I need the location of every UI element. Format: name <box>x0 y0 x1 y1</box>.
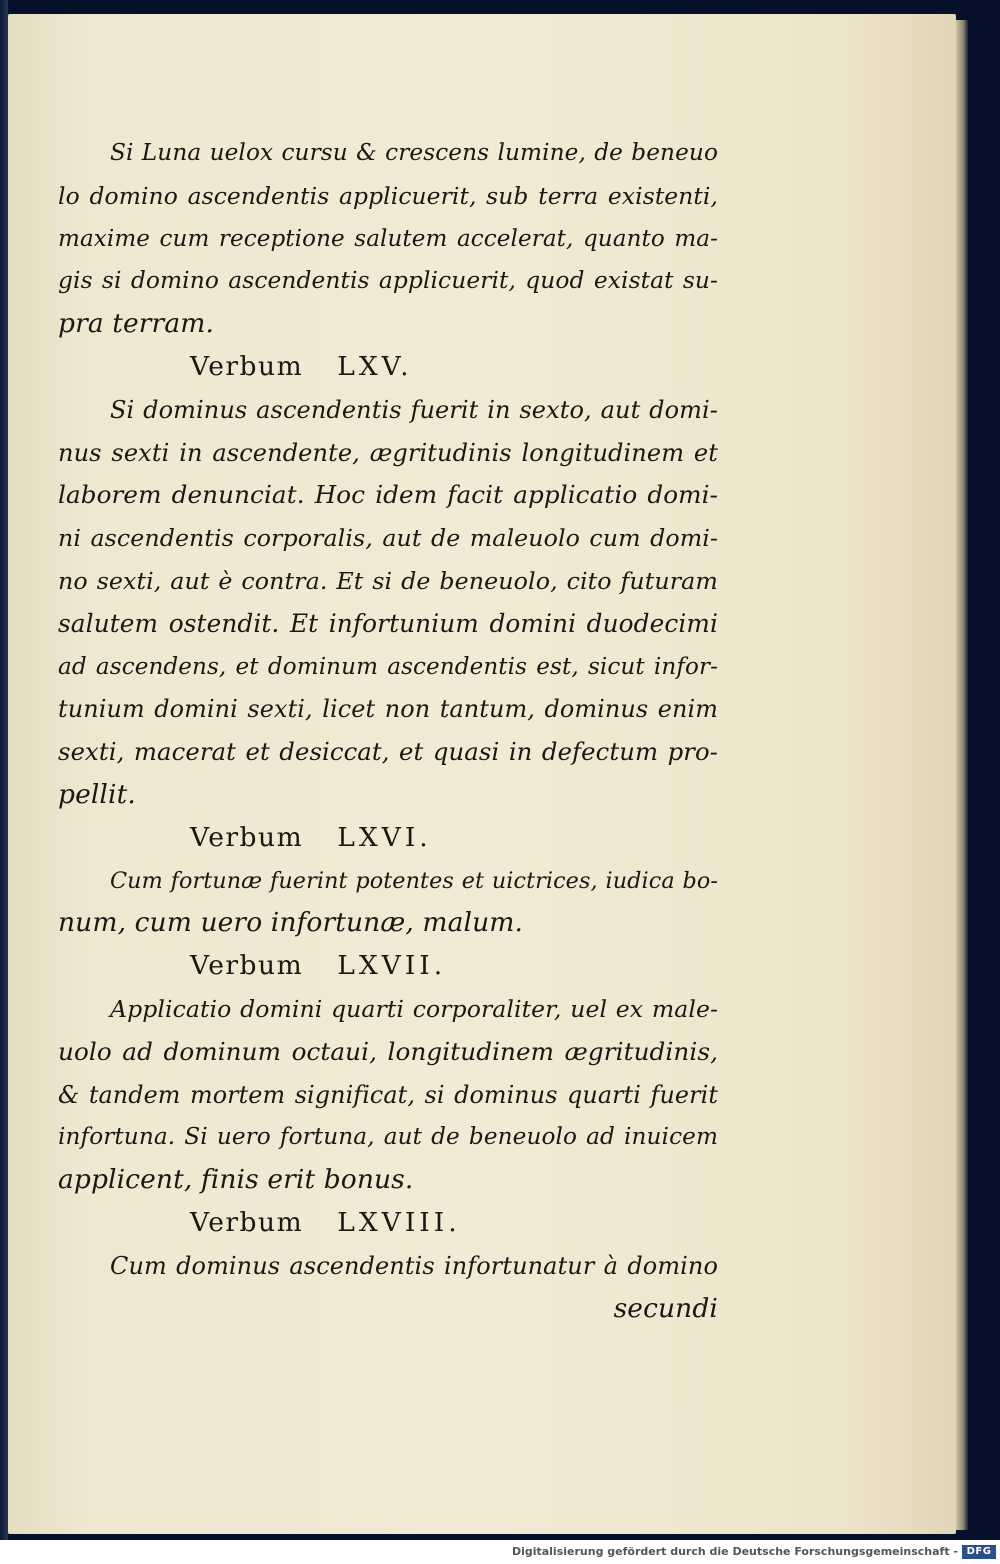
section-heading <box>58 346 718 389</box>
text-line: nus sexti in ascendente, ægritudinis longitudinem et <box>58 438 718 467</box>
heading-word: Verbum <box>190 950 304 982</box>
heading-number: LXV. <box>337 350 413 382</box>
text-line: infortuna. Si uero fortuna, aut de beneuolo ad inuicem <box>58 1124 718 1151</box>
heading-word: Verbum <box>190 350 304 382</box>
text-line: maxime cum receptione salutem accelerat, quanto ma- <box>58 225 718 252</box>
section-heading <box>58 817 718 860</box>
text-line: Cum fortunæ fuerint potentes et uictrices, iudica bo- <box>110 867 718 894</box>
page-text <box>58 132 718 1330</box>
text-line: laborem denunciat. Hoc idem facit applicatio domi- <box>58 480 718 510</box>
text-line: uolo ad dominum octaui, longitudinem ægritudinis, <box>58 1036 718 1066</box>
heading-word: Verbum <box>190 821 304 853</box>
book-page <box>8 14 956 1534</box>
text-line: Applicatio domini quarti corporaliter, uel ex male- <box>110 994 718 1023</box>
text-line: ad ascendens, et dominum ascendentis est, sicut infor- <box>58 653 718 680</box>
digitization-footer <box>0 1540 1000 1564</box>
text-line: Cum dominus ascendentis infortunatur à domino <box>110 1251 718 1280</box>
catchword: secundi <box>613 1292 718 1324</box>
page-edge-left <box>0 0 8 1540</box>
text-line: num, cum uero infortunæ, malum. <box>58 907 523 939</box>
text-line: ni ascendentis corporalis, aut de maleuolo cum domi- <box>58 524 718 553</box>
page-edge-right <box>956 20 968 1530</box>
section-heading <box>58 945 718 988</box>
text-line: & tandem mortem significat, si dominus quarti fuerit <box>58 1080 718 1109</box>
text-line: gis si domino ascendentis applicuerit, quod existat su- <box>58 267 718 295</box>
section-heading <box>58 1202 718 1245</box>
text-line: Si dominus ascendentis fuerit in sexto, aut domi- <box>110 395 718 424</box>
heading-number: LXVI. <box>337 821 432 853</box>
heading-number: LXVIII. <box>337 1206 461 1238</box>
text-line: no sexti, aut è contra. Et si de beneuolo, cito futuram <box>58 566 718 595</box>
text-line: salutem ostendit. Et infortunium domini duodecimi <box>58 608 718 638</box>
heading-word: Verbum <box>190 1206 304 1238</box>
text-line: sexti, macerat et desiccat, et quasi in defectum pro- <box>58 737 718 767</box>
text-line: tunium domini sexti, licet non tantum, dominus enim <box>58 695 718 724</box>
text-line: lo domino ascendentis applicuerit, sub terra existenti, <box>58 181 718 210</box>
text-line: pra terram. <box>58 308 214 340</box>
text-line: pellit. <box>58 778 136 810</box>
dfg-logo: DFG <box>962 1545 996 1559</box>
footer-credit: Digitalisierung gefördert durch die Deutsche Forschungsgemeinschaft - <box>511 1545 958 1558</box>
text-line: applicent, finis erit bonus. <box>58 1164 414 1196</box>
heading-number: LXVII. <box>337 950 447 982</box>
text-line: Si Luna uelox cursu & crescens lumine, de beneuo <box>110 139 718 166</box>
